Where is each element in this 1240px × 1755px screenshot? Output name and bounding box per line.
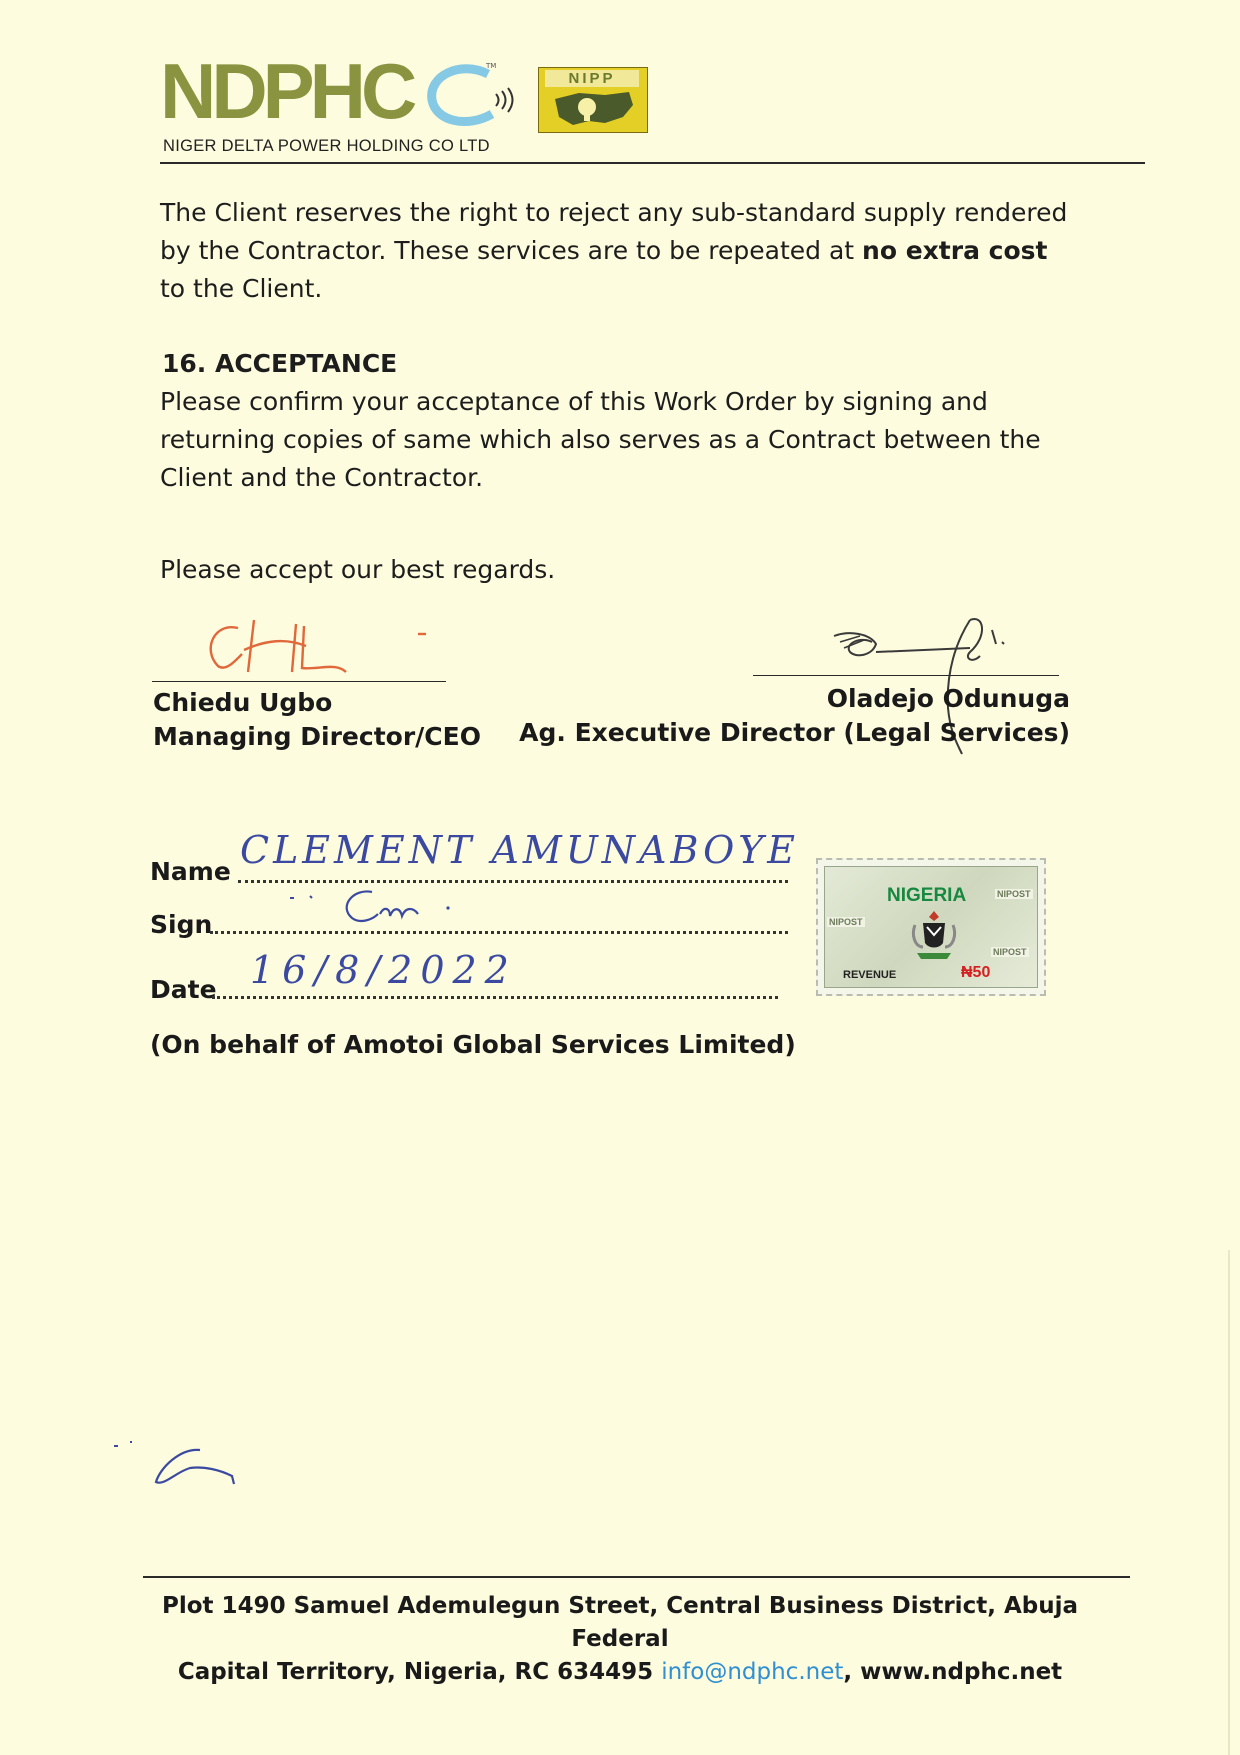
nipp-label: NIPP bbox=[545, 70, 639, 87]
footer-website-link[interactable]: www.ndphc.net bbox=[860, 1659, 1063, 1685]
signatory-name-right: Oladejo Odunuga bbox=[826, 684, 1070, 713]
footer-address bbox=[130, 1590, 1110, 1689]
trademark-mark: TM bbox=[486, 62, 497, 70]
sign-label: Sign bbox=[150, 910, 213, 939]
company-tagline: NIGER DELTA POWER HOLDING CO LTD bbox=[163, 137, 490, 155]
date-handwritten: 16/8/2022 bbox=[250, 948, 517, 992]
nipp-logo bbox=[538, 67, 648, 133]
sign-dotted-line bbox=[210, 931, 788, 934]
stamp-country: NIGERIA bbox=[887, 885, 967, 906]
stamp-face bbox=[824, 866, 1038, 988]
coat-of-arms-icon bbox=[909, 907, 959, 963]
rejection-text-end: to the Client. bbox=[160, 274, 323, 303]
signature-ugbo bbox=[196, 610, 436, 680]
scan-edge bbox=[1228, 1250, 1230, 1755]
signatory-left bbox=[153, 686, 481, 754]
acceptance-paragraph: Please confirm your acceptance of this Work Order by signing and returning copies of same which also serves as a Contract between the Client and the Contractor. bbox=[160, 387, 1041, 492]
date-label: Date bbox=[150, 975, 217, 1004]
signatory-right bbox=[519, 682, 1070, 750]
signatory-title-left: Managing Director/CEO bbox=[153, 722, 481, 751]
logo-signal-icon bbox=[410, 62, 540, 132]
signatory-name-left: Chiedu Ugbo bbox=[153, 688, 333, 717]
name-handwritten: CLEMENT AMUNABOYE bbox=[240, 828, 800, 872]
no-extra-cost-text: no extra cost bbox=[862, 236, 1048, 265]
signature-line-right bbox=[753, 675, 1059, 676]
rejection-paragraph bbox=[160, 194, 1080, 308]
handwritten-initial bbox=[110, 1420, 270, 1500]
stamp-tag-top: NIPOST bbox=[997, 889, 1031, 899]
footer-separator: , bbox=[843, 1659, 861, 1685]
section-heading: 16. ACCEPTANCE bbox=[162, 349, 398, 378]
rejection-text: The Client reserves the right to reject any sub-standard supply rendered by the Contractor. These services are to be repeated at bbox=[160, 198, 1068, 265]
signatory-title-right: Ag. Executive Director (Legal Services) bbox=[519, 718, 1070, 747]
footer-address-tail: Capital Territory, Nigeria, RC 634495 bbox=[177, 1659, 654, 1685]
name-label: Name bbox=[150, 857, 231, 886]
ndphc-logo-text: NDPHC bbox=[160, 47, 413, 135]
regards-text: Please accept our best regards. bbox=[160, 555, 556, 584]
footer-line-1: Plot 1490 Samuel Ademulegun Street, Central Business District, Abuja Federal bbox=[162, 1593, 1078, 1652]
footer-line-2 bbox=[130, 1656, 1110, 1689]
stamp-revenue: REVENUE bbox=[843, 969, 897, 981]
stamp-tag-right: NIPOST bbox=[993, 947, 1027, 957]
date-dotted-line bbox=[212, 996, 778, 999]
on-behalf-text: (On behalf of Amotoi Global Services Limited) bbox=[150, 1030, 796, 1059]
nigeria-map-icon bbox=[549, 89, 637, 127]
contractor-signature bbox=[290, 880, 480, 930]
stamp-value: ₦50 bbox=[961, 964, 991, 981]
footer-divider bbox=[143, 1576, 1130, 1578]
revenue-stamp bbox=[816, 858, 1046, 996]
header-divider bbox=[160, 162, 1145, 164]
footer-email-link[interactable]: info@ndphc.net bbox=[661, 1659, 844, 1685]
signature-line-left bbox=[152, 681, 446, 682]
stamp-tag-left: NIPOST bbox=[829, 917, 863, 927]
